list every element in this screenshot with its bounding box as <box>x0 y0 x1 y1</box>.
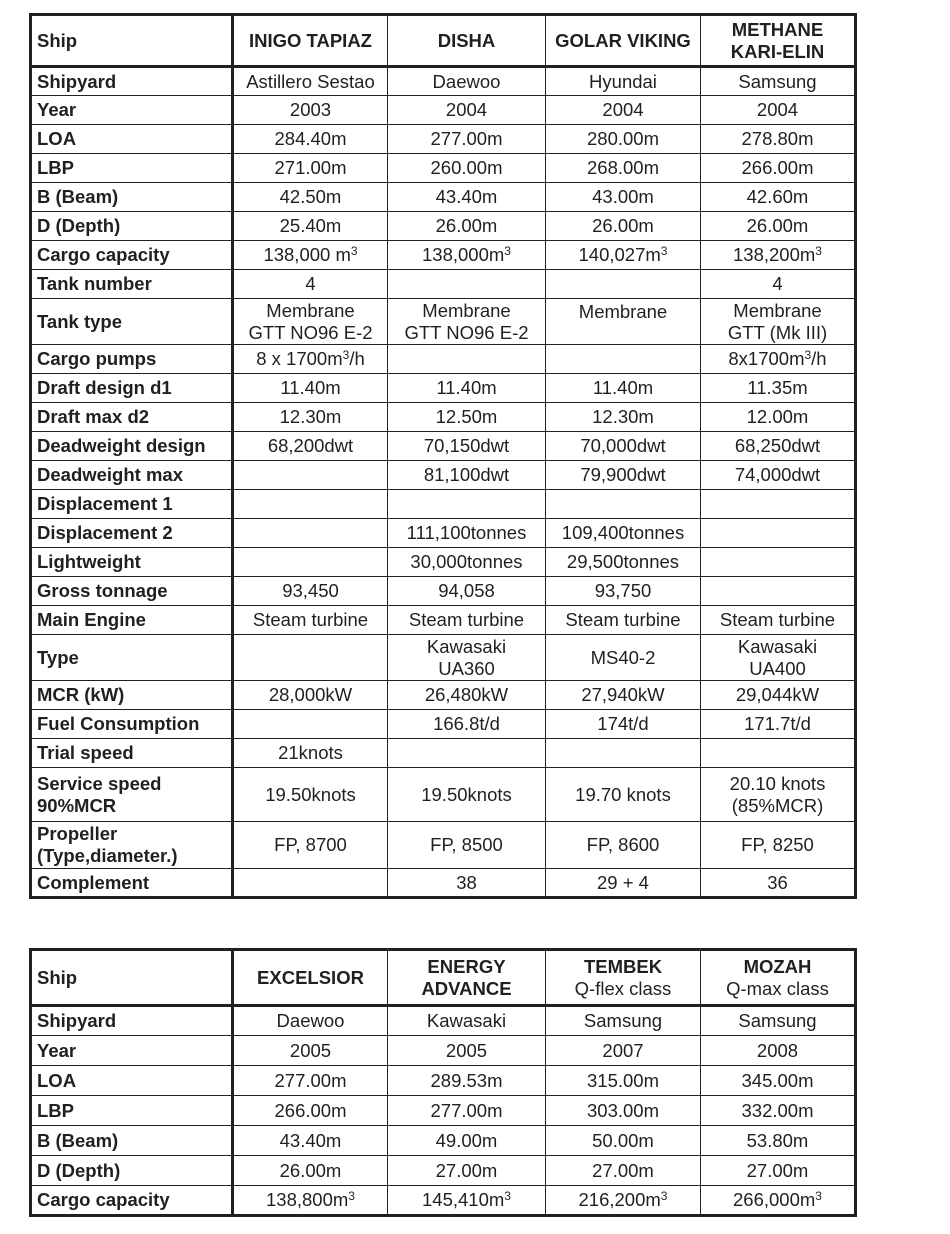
row-label-cargo-capacity: Cargo capacity <box>31 1186 233 1216</box>
row-label-draft-max: Draft max d2 <box>31 403 233 432</box>
table-cell: 2005 <box>388 1036 546 1066</box>
row-label-cargo-capacity: Cargo capacity <box>31 241 233 270</box>
table-cell <box>233 869 388 898</box>
table-cell <box>388 739 546 768</box>
table-cell: 11.40m <box>233 374 388 403</box>
table-cell: 27.00m <box>701 1156 856 1186</box>
table-cell <box>701 739 856 768</box>
row-label-depth: D (Depth) <box>31 212 233 241</box>
table-cell: $138,800m^3$ <box>233 1186 388 1216</box>
table-cell: 20.10 knots (85%MCR) <box>701 768 856 822</box>
table-row <box>31 768 856 822</box>
table-cell: 25.40m <box>233 212 388 241</box>
table-cell <box>546 270 701 299</box>
table-cell: 109,400tonnes <box>546 519 701 548</box>
header-row <box>31 950 856 1006</box>
table-cell: 19.50knots <box>233 768 388 822</box>
row-label-displacement-1: Displacement 1 <box>31 490 233 519</box>
table-cell: 12.50m <box>388 403 546 432</box>
table-cell <box>233 635 388 681</box>
table-cell: Kawasaki <box>388 1006 546 1036</box>
table-cell: 277.00m <box>233 1066 388 1096</box>
table-cell: 26.00m <box>701 212 856 241</box>
table-cell: 4 <box>233 270 388 299</box>
ship-name-energy-advance: ENERGY ADVANCE <box>388 950 546 1006</box>
table-cell <box>233 461 388 490</box>
table-cell: Kawasaki UA360 <box>388 635 546 681</box>
row-label-displacement-2: Displacement 2 <box>31 519 233 548</box>
table-cell: Kawasaki UA400 <box>701 635 856 681</box>
row-label-beam: B (Beam) <box>31 183 233 212</box>
table-row <box>31 1006 856 1036</box>
table-cell: Samsung <box>546 1006 701 1036</box>
table-cell: 277.00m <box>388 1096 546 1126</box>
table-cell: 11.35m <box>701 374 856 403</box>
ship-name-disha: DISHA <box>388 15 546 67</box>
table-cell: 303.00m <box>546 1096 701 1126</box>
table-cell: $266,000m^3$ <box>701 1186 856 1216</box>
table-row <box>31 374 856 403</box>
table-cell: 29 + 4 <box>546 869 701 898</box>
table-cell: 26,480kW <box>388 681 546 710</box>
table-cell: 2007 <box>546 1036 701 1066</box>
table-row <box>31 490 856 519</box>
table-cell: 12.30m <box>546 403 701 432</box>
row-label-lbp: LBP <box>31 154 233 183</box>
table-cell: Membrane GTT NO96 E-2 <box>388 299 546 345</box>
table-cell: 79,900dwt <box>546 461 701 490</box>
ship-name-mozah: MOZAH Q-max class <box>701 950 856 1006</box>
table-cell: 19.50knots <box>388 768 546 822</box>
table-cell <box>388 490 546 519</box>
table-cell: 11.40m <box>388 374 546 403</box>
table-cell <box>233 519 388 548</box>
table-row <box>31 403 856 432</box>
table-cell: 27.00m <box>546 1156 701 1186</box>
table-cell: FP, 8700 <box>233 822 388 869</box>
row-label-gross-tonnage: Gross tonnage <box>31 577 233 606</box>
table-cell: Hyundai <box>546 67 701 96</box>
table-cell: Steam turbine <box>388 606 546 635</box>
table-cell: $140,027m^3$ <box>546 241 701 270</box>
table-row <box>31 1066 856 1096</box>
table-cell: 2004 <box>388 96 546 125</box>
table-cell <box>701 577 856 606</box>
table-cell: 174t/d <box>546 710 701 739</box>
table-cell: 29,044kW <box>701 681 856 710</box>
table-row <box>31 212 856 241</box>
row-label-tank-type: Tank type <box>31 299 233 345</box>
table-cell: FP, 8500 <box>388 822 546 869</box>
ship-header-label: Ship <box>31 15 233 67</box>
table-cell: 315.00m <box>546 1066 701 1096</box>
table-cell: Membrane GTT NO96 E-2 <box>233 299 388 345</box>
table-row <box>31 241 856 270</box>
table-cell: 277.00m <box>388 125 546 154</box>
table-row <box>31 96 856 125</box>
table-row <box>31 1126 856 1156</box>
table-row <box>31 869 856 898</box>
table-cell: Samsung <box>701 67 856 96</box>
table-cell: 284.40m <box>233 125 388 154</box>
row-label-cargo-pumps: Cargo pumps <box>31 345 233 374</box>
table-cell: 166.8t/d <box>388 710 546 739</box>
table-cell: 70,150dwt <box>388 432 546 461</box>
table-row <box>31 183 856 212</box>
table-cell: 26.00m <box>233 1156 388 1186</box>
table-row <box>31 345 856 374</box>
table-cell: 12.30m <box>233 403 388 432</box>
table-cell: 21knots <box>233 739 388 768</box>
row-label-trial-speed: Trial speed <box>31 739 233 768</box>
row-label-shipyard: Shipyard <box>31 67 233 96</box>
table-cell: 27,940kW <box>546 681 701 710</box>
table-row <box>31 154 856 183</box>
table-cell: Membrane GTT (Mk III) <box>701 299 856 345</box>
table-cell: Steam turbine <box>701 606 856 635</box>
table-row <box>31 710 856 739</box>
table-cell <box>388 345 546 374</box>
row-label-propeller: Propeller (Type,diameter.) <box>31 822 233 869</box>
table-cell: 53.80m <box>701 1126 856 1156</box>
table-row <box>31 635 856 681</box>
row-label-deadweight-design: Deadweight design <box>31 432 233 461</box>
row-label-lightweight: Lightweight <box>31 548 233 577</box>
table-cell: 138,000 $m^3$ <box>233 241 388 270</box>
row-label-year: Year <box>31 1036 233 1066</box>
ship-name-inigo-tapiaz: INIGO TAPIAZ <box>233 15 388 67</box>
table-cell: 8 x $1700m^3/h$ <box>233 345 388 374</box>
table-row <box>31 125 856 154</box>
table-cell: 43.40m <box>233 1126 388 1156</box>
row-label-beam: B (Beam) <box>31 1126 233 1156</box>
table-cell: 4 <box>701 270 856 299</box>
table-cell: 36 <box>701 869 856 898</box>
table-cell: 171.7t/d <box>701 710 856 739</box>
table-cell: 266.00m <box>701 154 856 183</box>
ship-name-excelsior: EXCELSIOR <box>233 950 388 1006</box>
table-row <box>31 67 856 96</box>
table-cell: 266.00m <box>233 1096 388 1126</box>
table-cell: 2005 <box>233 1036 388 1066</box>
table-cell: 289.53m <box>388 1066 546 1096</box>
table-cell <box>546 739 701 768</box>
table-row <box>31 577 856 606</box>
ship-name-golar-viking: GOLAR VIKING <box>546 15 701 67</box>
header-row <box>31 15 856 67</box>
table-cell: 111,100tonnes <box>388 519 546 548</box>
table-cell: 26.00m <box>546 212 701 241</box>
table-cell: 268.00m <box>546 154 701 183</box>
table-cell <box>233 490 388 519</box>
table-cell <box>388 270 546 299</box>
table-row <box>31 548 856 577</box>
table-row <box>31 1036 856 1066</box>
table-row <box>31 739 856 768</box>
table-cell: 332.00m <box>701 1096 856 1126</box>
table-row <box>31 270 856 299</box>
row-label-depth: D (Depth) <box>31 1156 233 1186</box>
row-label-loa: LOA <box>31 125 233 154</box>
table-cell: Steam turbine <box>546 606 701 635</box>
table-cell: Samsung <box>701 1006 856 1036</box>
table-row <box>31 822 856 869</box>
row-label-service-speed: Service speed 90%MCR <box>31 768 233 822</box>
row-label-complement: Complement <box>31 869 233 898</box>
table-cell <box>701 548 856 577</box>
table-cell: Astillero Sestao <box>233 67 388 96</box>
table-cell: 27.00m <box>388 1156 546 1186</box>
table-cell: 19.70 knots <box>546 768 701 822</box>
table-cell: 12.00m <box>701 403 856 432</box>
table-row <box>31 681 856 710</box>
table-row <box>31 1186 856 1216</box>
table-cell: 28,000kW <box>233 681 388 710</box>
row-label-main-engine: Main Engine <box>31 606 233 635</box>
table-cell: 93,750 <box>546 577 701 606</box>
row-label-year: Year <box>31 96 233 125</box>
table-cell: Daewoo <box>233 1006 388 1036</box>
table-cell: $8x1700m^3/h$ <box>701 345 856 374</box>
table-row <box>31 519 856 548</box>
table-cell: 30,000tonnes <box>388 548 546 577</box>
table-row <box>31 299 856 345</box>
table-cell: 43.00m <box>546 183 701 212</box>
row-label-lbp: LBP <box>31 1096 233 1126</box>
table-row <box>31 461 856 490</box>
row-label-tank-number: Tank number <box>31 270 233 299</box>
row-label-loa: LOA <box>31 1066 233 1096</box>
table-cell: 94,058 <box>388 577 546 606</box>
table-row <box>31 432 856 461</box>
table-row <box>31 1096 856 1126</box>
row-label-fuel-consumption: Fuel Consumption <box>31 710 233 739</box>
table-cell <box>546 345 701 374</box>
table-cell: 2004 <box>546 96 701 125</box>
table-cell: 2003 <box>233 96 388 125</box>
table-cell: 345.00m <box>701 1066 856 1096</box>
table-cell <box>233 710 388 739</box>
table-cell: 93,450 <box>233 577 388 606</box>
table-cell: 278.80m <box>701 125 856 154</box>
table-cell: Daewoo <box>388 67 546 96</box>
table-cell: 70,000dwt <box>546 432 701 461</box>
table-cell: Membrane <box>546 299 701 345</box>
table-cell: $145,410m^3$ <box>388 1186 546 1216</box>
table-cell: 42.50m <box>233 183 388 212</box>
table-cell: 11.40m <box>546 374 701 403</box>
table-cell: 74,000dwt <box>701 461 856 490</box>
table-row <box>31 1156 856 1186</box>
table-cell: 29,500tonnes <box>546 548 701 577</box>
table-cell: $216,200m^3$ <box>546 1186 701 1216</box>
table-cell: 43.40m <box>388 183 546 212</box>
table-cell <box>701 490 856 519</box>
table-cell: 26.00m <box>388 212 546 241</box>
table-cell: 42.60m <box>701 183 856 212</box>
table-cell: $138,200m^3$ <box>701 241 856 270</box>
table-cell: 49.00m <box>388 1126 546 1156</box>
table-cell: 260.00m <box>388 154 546 183</box>
row-label-engine-type: Type <box>31 635 233 681</box>
table-cell: 2008 <box>701 1036 856 1066</box>
ship-name-methane-kari-elin: METHANE KARI-ELIN <box>701 15 856 67</box>
row-label-draft-design: Draft design d1 <box>31 374 233 403</box>
table-cell: FP, 8250 <box>701 822 856 869</box>
table-cell <box>546 490 701 519</box>
row-label-deadweight-max: Deadweight max <box>31 461 233 490</box>
ship-header-label: Ship <box>31 950 233 1006</box>
table-cell <box>701 519 856 548</box>
table-cell: Steam turbine <box>233 606 388 635</box>
lng-carrier-table-2 <box>29 948 857 1217</box>
table-cell: 81,100dwt <box>388 461 546 490</box>
table-cell: 38 <box>388 869 546 898</box>
row-label-shipyard: Shipyard <box>31 1006 233 1036</box>
table-cell <box>233 548 388 577</box>
table-row <box>31 606 856 635</box>
table-cell: 50.00m <box>546 1126 701 1156</box>
table-cell: $138,000m^3$ <box>388 241 546 270</box>
table-cell: 271.00m <box>233 154 388 183</box>
table-cell: 68,200dwt <box>233 432 388 461</box>
table-cell: 2004 <box>701 96 856 125</box>
ship-name-tembek: TEMBEK Q-flex class <box>546 950 701 1006</box>
table-cell: 280.00m <box>546 125 701 154</box>
table-cell: FP, 8600 <box>546 822 701 869</box>
table-cell: 68,250dwt <box>701 432 856 461</box>
table-cell: MS40-2 <box>546 635 701 681</box>
row-label-mcr: MCR (kW) <box>31 681 233 710</box>
lng-carrier-table-1 <box>29 13 857 899</box>
